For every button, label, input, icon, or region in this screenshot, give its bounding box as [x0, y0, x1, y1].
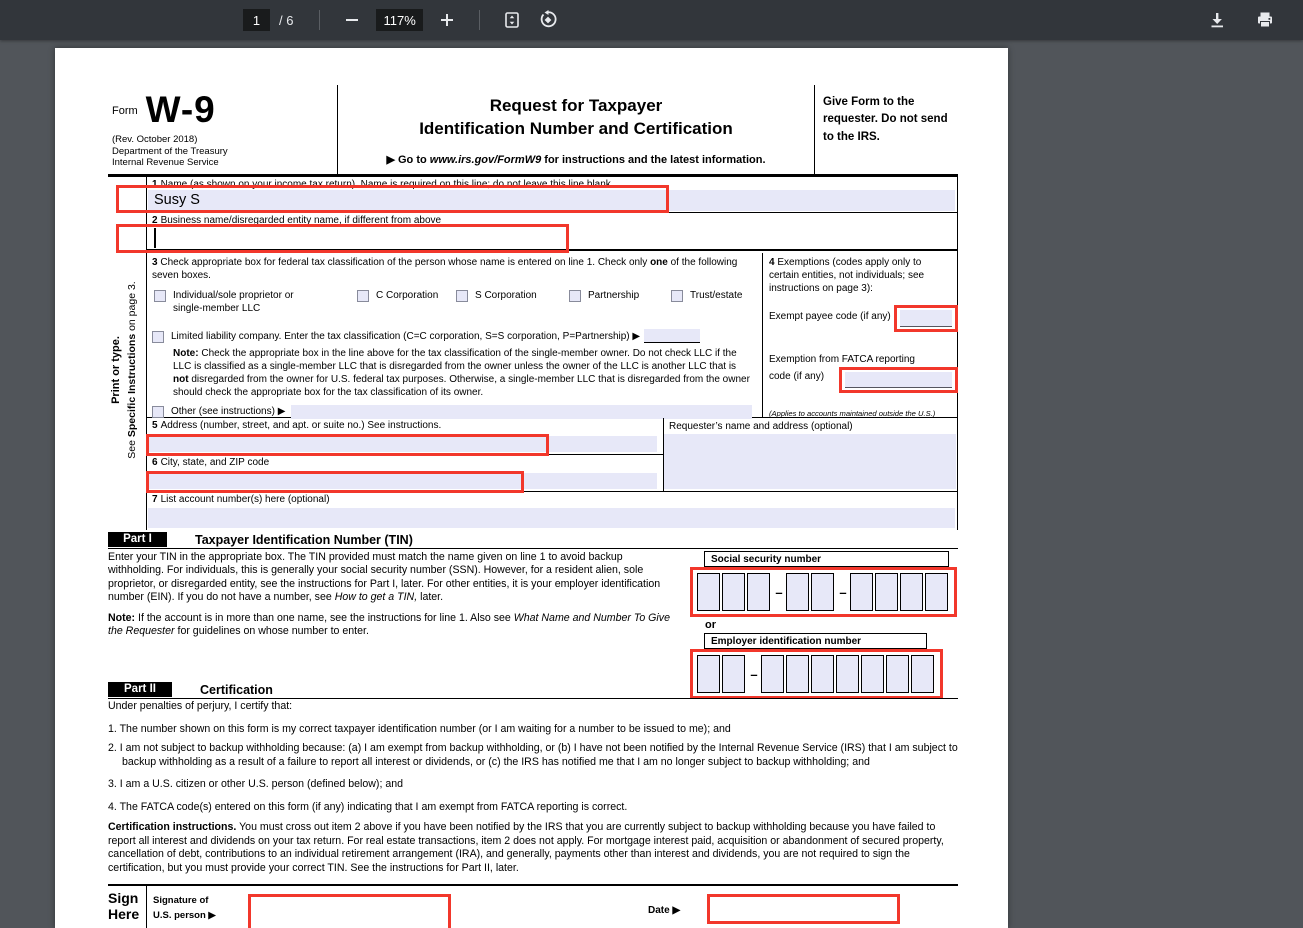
form-dept: Department of the Treasury — [112, 145, 228, 157]
date-field-annotation[interactable] — [707, 894, 900, 924]
part1-badge: Part I — [108, 532, 167, 547]
perjury-line: Under penalties of perjury, I certify that: — [108, 700, 293, 712]
ssn-digit-box[interactable] — [925, 573, 948, 611]
signature-label: Signature of U.S. person ▶ — [153, 895, 216, 922]
exempt-payee-label: Exempt payee code (if any) — [769, 311, 891, 322]
pdf-toolbar — [0, 0, 1303, 40]
name-field-annotation — [116, 185, 669, 213]
checkbox-icon[interactable] — [152, 331, 164, 343]
ein-dash: – — [750, 666, 758, 682]
applies-note: (Applies to accounts maintained outside the U.S.) — [769, 409, 936, 418]
form-table — [110, 177, 958, 530]
exempt-payee-annotation — [894, 305, 958, 332]
row-classification-exemptions — [147, 253, 957, 418]
other-classification-field[interactable] — [291, 405, 752, 419]
requester-label: Requester’s name and address (optional) — [669, 421, 853, 432]
give-form-note: Give Form to the requester. Do not send to the IRS. — [823, 96, 948, 143]
requester-field[interactable] — [664, 434, 956, 489]
toolbar-divider — [479, 10, 480, 30]
rotate-button[interactable] — [535, 7, 561, 33]
checkbox-icon[interactable] — [152, 406, 164, 418]
or-label: or — [705, 619, 716, 631]
certification-item-4: 4. The FATCA code(s) entered on this form (if any) indicating that I am exempt from FATCA reporting is correct. — [108, 800, 628, 813]
print-or-type-sidebar: Print or type. See Specific Instructions on page 3. — [110, 281, 138, 459]
print-button[interactable] — [1252, 7, 1278, 33]
form-title: Request for Taxpayer Identification Number and Certification — [419, 96, 733, 138]
checkbox-icon[interactable] — [154, 290, 166, 302]
sign-here-label: Sign Here — [108, 890, 140, 923]
ssn-header: Social security number — [704, 551, 949, 567]
toolbar-divider — [319, 10, 320, 30]
exempt-payee-field[interactable] — [900, 310, 952, 327]
row-address — [147, 418, 957, 492]
checkbox-s-corporation[interactable]: S Corporation — [456, 290, 537, 303]
checkbox-c-corporation[interactable]: C Corporation — [357, 290, 438, 303]
certification-item-3: 3. I am a U.S. citizen or other U.S. person (defined below); and — [108, 778, 404, 791]
ssn-digit-box[interactable] — [900, 573, 923, 611]
certification-item-2: 2. I am not subject to backup withholding because: (a) I am exempt from backup withholding, or (b) I have not been notified by the Internal Revenue Service (IRS) that I am subject to backup withholding as a result of a failure to report all interest or dividends, or (c) the IRS has notified me that I am no longer subject to backup withholding; and — [108, 742, 958, 768]
part1-note: Note: If the account is in more than one name, see the instructions for line 1. Also see What Name and Number To Give the Requester for guidelines on whose number to enter. — [108, 611, 670, 638]
fatca-label-line1: Exemption from FATCA reporting — [769, 354, 915, 365]
line2-label: Business name/disregarded entity name, if different from above — [160, 215, 442, 226]
fit-page-icon — [502, 10, 522, 30]
part1-header — [108, 531, 958, 549]
fit-page-button[interactable] — [499, 7, 525, 33]
line7-label: List account number(s) here (optional) — [160, 494, 330, 505]
form-revision: (Rev. October 2018) — [112, 134, 198, 145]
pdf-page — [55, 48, 1008, 928]
form-goto-line: ▶ Go to www.irs.gov/FormW9 for instructions and the latest information. — [386, 153, 766, 166]
ssn-dash: – — [775, 584, 783, 600]
exemptions-cell — [763, 253, 957, 417]
fatca-label-line2: code (if any) — [769, 371, 825, 382]
rotate-ccw-icon — [538, 10, 558, 30]
row-city-state-zip — [147, 455, 663, 491]
name-field[interactable]: Susy S — [148, 190, 955, 211]
line2-number: 2 — [152, 215, 158, 226]
zoom-out-button[interactable] — [339, 7, 365, 33]
download-button[interactable] — [1204, 7, 1230, 33]
part1-body — [108, 551, 958, 699]
account-numbers-field[interactable] — [148, 508, 955, 528]
sign-here-row — [108, 884, 958, 928]
line6-number: 6 — [152, 457, 158, 468]
row-street-address — [147, 418, 663, 455]
zoom-level-input[interactable]: 117% — [376, 9, 422, 31]
form-number: W-9 — [145, 89, 216, 130]
city-field-annotation — [146, 471, 524, 493]
fatca-field[interactable] — [845, 372, 952, 388]
checkbox-llc[interactable]: Limited liability company. Enter the tax classification (C=C corporation, S=S corporation, P=Partnership) ▶ — [152, 329, 754, 343]
ssn-digit-box[interactable] — [811, 573, 834, 611]
checkbox-icon[interactable] — [456, 290, 468, 302]
checkbox-icon[interactable] — [357, 290, 369, 302]
zoom-in-button[interactable] — [434, 7, 460, 33]
ssn-digit-box[interactable] — [875, 573, 898, 611]
checkbox-other[interactable]: Other (see instructions) ▶ — [152, 405, 754, 419]
ssn-digit-box[interactable] — [850, 573, 873, 611]
checkbox-individual[interactable]: Individual/sole proprietor or single-member LLC — [154, 290, 313, 315]
form-header — [108, 85, 958, 177]
ssn-digit-box[interactable] — [747, 573, 770, 611]
print-icon — [1256, 11, 1274, 29]
checkbox-icon[interactable] — [671, 290, 683, 302]
part2-title: Certification — [200, 682, 273, 697]
ein-header: Employer identification number — [704, 633, 927, 649]
line4-label: Exemptions (codes apply only to certain entities, not individuals; see instructions on page 3): — [769, 257, 925, 294]
certification-instructions: Certification instructions. You must cross out item 2 above if you have been notified by the IRS that you are currently subject to backup withholding because you have failed to report all interest and dividends on your tax return. For real estate transactions, item 2 does not apply. For mortgage interest paid, acquisition or abandonment of secured property, cancellation of debt, contributions to an individual retirement arrangement (IRA), and generally, payments other than interest and dividends, you are not required to sign the certification, but you must provide your correct TIN. See the instructions for Part II, later. — [108, 821, 944, 874]
part1-title: Taxpayer Identification Number (TIN) — [195, 532, 413, 547]
line6-label: City, state, and ZIP code — [160, 457, 270, 468]
business-name-field-annotation — [116, 224, 569, 253]
part2-body — [108, 700, 958, 814]
ssn-digit-box[interactable] — [697, 573, 720, 611]
federal-tax-classification-cell: 3 Check appropriate box for federal tax classification of the person whose name is entered on line 1. Check only one of the following seven boxes. Individual/sole proprietor or single-member LLC C Corporation S Corporation Partnership Trust/estate Limited liability company. Enter the tax classification (C=C corporation, S=S corporation, P=Partnership) ▶ Note: Check the appropriate box in the line above for the tax classification of the single-member owner. Do not check LLC if the LLC is classified as a single-member LLC that is disregarded from the owner unless the owner of the LLC is another LLC that is not disregarded from the owner for U.S. federal tax purposes. Otherwise, a single-member LLC that is disregarded from the owner should check the appropriate box for the tax classification of its owner. Other (see instructions) ▶ — [147, 253, 763, 417]
minus-icon — [344, 12, 360, 28]
row-name — [147, 177, 957, 213]
line1-label: Name (as shown on your income tax return). Name is required on this line; do not leave this line blank. — [160, 179, 614, 190]
plus-icon — [439, 12, 455, 28]
page-number-input[interactable]: 1 — [243, 9, 270, 31]
fatca-annotation — [839, 367, 958, 393]
address-field-annotation — [146, 434, 549, 456]
signature-field-annotation[interactable] — [248, 894, 451, 928]
part2-badge: Part II — [108, 682, 172, 697]
row-account-numbers — [147, 492, 957, 530]
page-total-label: / 6 — [279, 12, 294, 28]
llc-note: Note: Check the appropriate box in the line above for the tax classification of the single-member owner. Do not check LLC if the LLC is classified as a single-member LLC that is disregarded from the owner unless the owner of the LLC is another LLC that is not disregarded from the owner for U.S. federal tax purposes. Otherwise, a single-member LLC that is disregarded from the owner should check the appropriate box for the tax classification of its owner. — [173, 348, 750, 398]
line1-number: 1 — [152, 179, 158, 190]
irs-url: www.irs.gov/FormW9 — [429, 153, 542, 166]
part2-header — [108, 681, 958, 699]
line5-number: 5 — [152, 420, 158, 431]
ssn-digit-box[interactable] — [722, 573, 745, 611]
line3-number: 3 — [152, 257, 158, 268]
date-label: Date ▶ — [648, 905, 681, 916]
row-business-name — [147, 213, 957, 251]
llc-classification-field[interactable] — [644, 329, 700, 343]
line4-number: 4 — [769, 257, 775, 268]
checkbox-partnership[interactable]: Partnership — [569, 290, 639, 303]
part1-paragraph: Enter your TIN in the appropriate box. The TIN provided must match the name given on line 1 to avoid backup withholding. For individuals, this is generally your social security number (SSN). However, for a resident alien, sole proprietor, or disregarded entity, see the instructions for Part I, later. For other entities, it is your employer identification number (EIN). If you do not have a number, see How to get a TIN, later. — [108, 551, 661, 604]
form-irs: Internal Revenue Service — [112, 157, 219, 169]
ssn-annotation — [690, 567, 957, 617]
checkbox-trust-estate[interactable]: Trust/estate — [671, 290, 742, 303]
form-word: Form — [112, 105, 138, 117]
divider — [146, 886, 147, 928]
requester-cell — [663, 418, 957, 491]
checkbox-icon[interactable] — [569, 290, 581, 302]
ssn-dash: – — [839, 584, 847, 600]
ssn-digit-box[interactable] — [786, 573, 809, 611]
line5-label: Address (number, street, and apt. or suite no.) See instructions. — [160, 420, 442, 431]
download-icon — [1208, 11, 1226, 29]
line7-number: 7 — [152, 494, 158, 505]
certification-item-1: 1. The number shown on this form is my correct taxpayer identification number (or I am waiting for a number to be issued to me); and — [108, 722, 731, 735]
